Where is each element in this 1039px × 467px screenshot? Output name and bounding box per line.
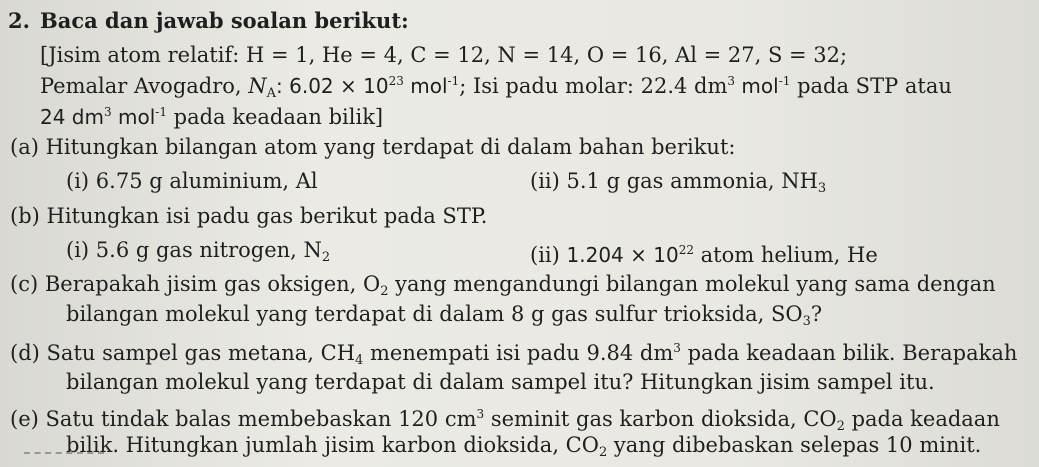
part-b-ii-text: atom helium, He bbox=[693, 243, 878, 267]
molar-volume-unit: mol bbox=[735, 74, 779, 98]
question-heading: Baca dan jawab soalan berikut: bbox=[40, 8, 409, 33]
methane-volume-exponent: 3 bbox=[673, 341, 681, 355]
part-a-ii-label: (ii) bbox=[530, 169, 560, 193]
part-d-text-1c: pada keadaan bilik. Berapakah bbox=[680, 341, 1018, 365]
avogadro-value: : 6.02 × 10 bbox=[276, 74, 389, 98]
room-mol-exponent: -1 bbox=[155, 105, 167, 119]
part-a-text: Hitungkan bilangan atom yang terdapat di dalam bahan berikut: bbox=[45, 135, 736, 159]
part-e-text-2a: bilik. Hitungkan jumlah jisim karbon dioksida, CO bbox=[66, 433, 599, 457]
avogadro-prefix: Pemalar Avogadro, bbox=[40, 74, 249, 98]
room-molar-volume-info bbox=[40, 98, 383, 131]
part-b bbox=[10, 202, 487, 230]
helium-count-exponent: 22 bbox=[678, 243, 694, 257]
nh3-subscript: 3 bbox=[817, 181, 827, 196]
part-b-i-text: 5.6 g gas nitrogen, N bbox=[95, 238, 322, 262]
avogadro-unit-exponent: -1 bbox=[447, 74, 460, 88]
part-e-text-1c: pada keadaan bbox=[844, 407, 1000, 431]
mol-exponent: -1 bbox=[778, 74, 791, 88]
part-a-i-text: 6.75 g aluminium, Al bbox=[95, 169, 318, 193]
part-c-text-2a: bilangan molekul yang terdapat di dalam 8 g gas sulfur trioksida, SO bbox=[66, 302, 803, 326]
room-mol-unit: mol bbox=[111, 105, 156, 129]
part-a-ii bbox=[530, 167, 826, 203]
part-b-i bbox=[66, 236, 330, 272]
part-e-text-2b: yang dibebaskan selepas 10 minit. bbox=[607, 433, 982, 457]
part-e-text-1a: Satu tindak balas membebaskan 120 cm bbox=[45, 407, 477, 431]
room-dm-exponent: 3 bbox=[103, 105, 112, 119]
room-volume-value: 24 dm bbox=[40, 105, 104, 129]
part-b-label: (b) bbox=[10, 204, 40, 228]
part-c-text-1b: yang mengandungi bilangan molekul yang sama dengan bbox=[388, 272, 996, 296]
part-e-label: (e) bbox=[10, 407, 39, 431]
n2-subscript: 2 bbox=[321, 250, 331, 265]
part-b-ii-label: (ii) bbox=[530, 243, 560, 267]
co2-subscript-1: 2 bbox=[836, 419, 845, 434]
na-symbol: N bbox=[248, 74, 267, 98]
part-a-i bbox=[66, 167, 318, 195]
dm-exponent: 3 bbox=[727, 74, 736, 88]
part-d-text-1b: menempati isi padu 9.84 dm bbox=[363, 341, 674, 365]
part-a-ii-text: 5.1 g gas ammonia, NH bbox=[566, 169, 818, 193]
part-b-text: Hitungkan isi padu gas berikut pada STP. bbox=[46, 204, 488, 228]
part-c-text-2b: ? bbox=[810, 302, 823, 326]
co2-subscript-2: 2 bbox=[598, 445, 608, 460]
na-subscript: A bbox=[266, 86, 277, 101]
question-number: 2. bbox=[8, 8, 30, 33]
part-d-label: (d) bbox=[10, 341, 40, 365]
ch4-subscript: 4 bbox=[355, 353, 364, 368]
part-a-i-label: (i) bbox=[66, 169, 90, 193]
part-e-text-1b: seminit gas karbon dioksida, CO bbox=[484, 407, 837, 431]
part-a-label: (a) bbox=[10, 135, 39, 159]
helium-count-value: 1.204 × 10 bbox=[566, 243, 679, 267]
part-e-line-2 bbox=[66, 431, 981, 467]
o2-subscript: 2 bbox=[380, 284, 389, 299]
part-c-text-1a: Berapakah jisim gas oksigen, O bbox=[44, 272, 381, 296]
so3-subscript: 3 bbox=[802, 314, 811, 329]
molar-volume-text: ; Isi padu molar: 22.4 dm bbox=[459, 74, 728, 98]
co2-volume-exponent: 3 bbox=[476, 407, 485, 421]
part-b-ii bbox=[530, 236, 878, 269]
cut-off-text-edge bbox=[24, 452, 104, 462]
part-d-text-1a: Satu sampel gas metana, CH bbox=[46, 341, 356, 365]
part-c-line-2 bbox=[66, 300, 822, 336]
stp-text: pada STP atau bbox=[790, 74, 952, 98]
part-a bbox=[10, 133, 735, 161]
room-condition-text: pada keadaan bilik] bbox=[166, 105, 384, 129]
part-d-line-2: bilangan molekul yang terdapat di dalam sampel itu? Hitungkan jisim sampel itu. bbox=[66, 370, 935, 394]
avogadro-exponent: 23 bbox=[388, 74, 404, 88]
part-c-label: (c) bbox=[10, 272, 39, 296]
relative-atomic-mass-info: [Jisim atom relatif: H = 1, He = 4, C = 12, N = 14, O = 16, Al = 27, S = 32; bbox=[40, 43, 848, 67]
avogadro-unit: mol bbox=[403, 74, 448, 98]
part-b-i-label: (i) bbox=[66, 238, 90, 262]
